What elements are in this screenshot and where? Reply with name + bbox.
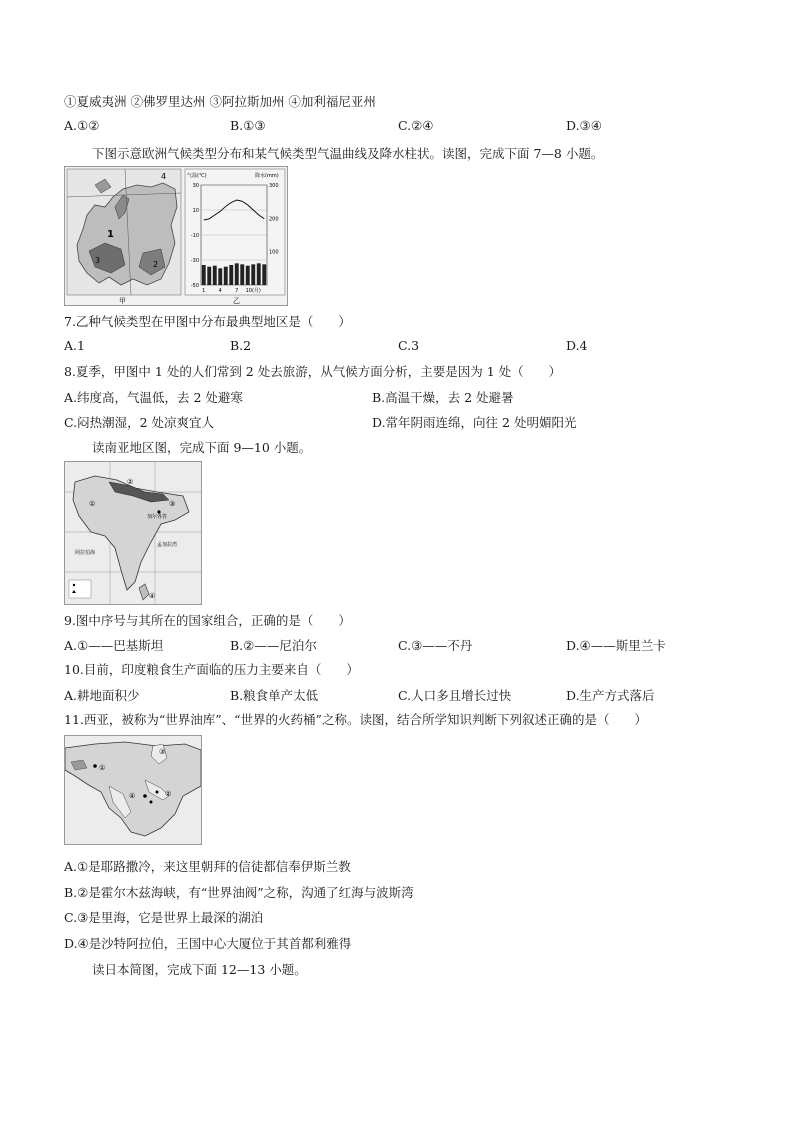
- chart-y-left-tick: -30: [190, 258, 199, 264]
- europe-figure-svg: [65, 167, 287, 305]
- q6-option-a: A.①②: [64, 118, 100, 133]
- chart-x-tick: 4: [218, 288, 222, 294]
- sa-label-bay-of-bengal: 孟加拉湾: [157, 542, 178, 548]
- precip-bar: [202, 265, 206, 285]
- chart-title-precip: 降水(mm): [255, 173, 279, 179]
- q8-option-c: C.闷热潮湿，2 处凉爽宜人: [64, 415, 215, 430]
- q8-option-d: D.常年阴雨连绵，向往 2 处明媚阳光: [372, 415, 577, 430]
- q8-options-row2: [64, 413, 744, 431]
- q9-options: [64, 636, 744, 654]
- precip-bar: [229, 265, 233, 285]
- chart-y-left-tick: 10: [192, 208, 199, 214]
- south-asia-svg: [65, 462, 201, 604]
- map-label-2: 2: [153, 260, 159, 269]
- wa-label-1: ①: [99, 764, 106, 772]
- q9-option-d: D.④——斯里兰卡: [566, 638, 666, 653]
- chart-y-right-tick: 200: [269, 216, 279, 223]
- intro-7-8: 下图示意欧洲气候类型分布和某气候类型气温曲线及降水柱状。读图，完成下面 7—8 小题。: [92, 146, 604, 161]
- q7-options: [64, 338, 744, 356]
- precip-bar: [218, 268, 222, 285]
- wa-label-3: ③: [159, 748, 166, 756]
- precip-bar: [240, 264, 244, 285]
- q11-option-b: B.②是霍尔木兹海峡，有“世界油阀”之称，沟通了红海与波斯湾: [64, 885, 414, 900]
- wa-label-2: ②: [165, 790, 172, 798]
- sa-label-arabian-sea: 阿拉伯海: [75, 550, 96, 556]
- q10-option-b: B.粮食单产太低: [230, 688, 319, 703]
- sa-label-2: ②: [127, 478, 134, 486]
- q8-option-b: B.高温干燥，去 2 处避暑: [372, 390, 514, 405]
- q6-option-c: C.②④: [398, 118, 434, 133]
- precip-bar: [251, 264, 255, 285]
- chart-y-left-tick: 30: [192, 183, 199, 189]
- q11-option-c: C.③是里海，它是世界上最深的湖泊: [64, 910, 264, 925]
- figure-label-jia: 甲: [119, 297, 126, 305]
- chart-y-right-tick: 300: [269, 183, 279, 189]
- map-label-3: 3: [95, 256, 101, 265]
- q7-option-b: B.2: [230, 338, 252, 353]
- precip-bar: [235, 263, 239, 285]
- chart-y-left-tick: -10: [190, 233, 199, 239]
- q10-option-a: A.耕地面积少: [64, 688, 140, 703]
- chart-y-left-tick: -50: [190, 283, 199, 289]
- q8-options-row1: [64, 388, 744, 406]
- q7-stem: 7.乙种气候类型在甲图中分布最典型地区是（ ）: [64, 314, 351, 329]
- sa-legend-box: [69, 580, 91, 598]
- map-label-4: 4: [161, 172, 167, 181]
- precip-bar: [207, 267, 211, 285]
- map-label-1: 1: [107, 229, 114, 240]
- q8-option-a: A.纬度高，气温低，去 2 处避寒: [64, 390, 243, 405]
- q11-stem: 11.西亚，被称为“世界油库”、“世界的火药桶”之称。读图，结合所学知识判断下列叙述正确的是（ ）: [64, 712, 647, 727]
- q9-option-a: A.①——巴基斯坦: [64, 638, 164, 653]
- q11-option-a: A.①是耶路撒冷，来这里朝拜的信徒都信奉伊斯兰教: [64, 859, 351, 874]
- q8-stem: 8.夏季，甲图中 1 处的人们常到 2 处去旅游，从气候方面分析，主要是因为 1 处（ ）: [64, 364, 562, 379]
- wa-label-4: ④: [129, 792, 136, 800]
- figure-label-yi: 乙: [233, 297, 240, 305]
- chart-x-tick: 1: [202, 288, 206, 294]
- precip-bar: [257, 263, 261, 285]
- figure-west-asia-map: [64, 735, 202, 845]
- precip-bar: [213, 266, 217, 285]
- q9-option-b: B.②——尼泊尔: [230, 638, 317, 653]
- q7-option-a: A.1: [64, 338, 85, 353]
- sa-label-3: ③: [169, 500, 176, 508]
- q10-option-d: D.生产方式落后: [566, 688, 655, 703]
- q10-stem: 10.目前，印度粮食生产面临的压力主要来自（ ）: [64, 662, 359, 677]
- q6-option-d: D.③④: [566, 118, 602, 133]
- q9-stem: 9.图中序号与其所在的国家组合，正确的是（ ）: [64, 613, 351, 628]
- chart-x-tick: 7: [235, 288, 239, 294]
- q7-option-c: C.3: [398, 338, 420, 353]
- chart-y-right-tick: 100: [269, 249, 279, 256]
- west-asia-svg: [65, 736, 201, 844]
- q6-statement: ①夏威夷洲 ②佛罗里达州 ③阿拉斯加州 ④加利福尼亚州: [64, 94, 376, 109]
- sa-label-1: ①: [89, 500, 96, 508]
- q6-option-b: B.①③: [230, 118, 266, 133]
- q6-options: [64, 118, 744, 136]
- precip-bar: [224, 267, 228, 285]
- figure-europe-climate: [64, 166, 288, 306]
- intro-12-13: 读日本简图，完成下面 12—13 小题。: [92, 962, 307, 977]
- sa-label-kolkata: 加尔各答: [147, 514, 168, 520]
- chart-title-temp: 气温(℃): [187, 173, 207, 179]
- figure-south-asia-map: [64, 461, 202, 605]
- precip-bar: [262, 264, 266, 285]
- chart-x-tick: 10(月): [245, 288, 261, 294]
- q9-option-c: C.③——不丹: [398, 638, 473, 653]
- sa-label-4: ④: [149, 592, 156, 600]
- precip-bar: [246, 266, 250, 285]
- q11-option-d: D.④是沙特阿拉伯，王国中心大厦位于其首都利雅得: [64, 936, 352, 951]
- q10-options: [64, 686, 744, 704]
- q7-option-d: D.4: [566, 338, 588, 353]
- q10-option-c: C.人口多且增长过快: [398, 688, 512, 703]
- intro-9-10: 读南亚地区图，完成下面 9—10 小题。: [92, 440, 312, 455]
